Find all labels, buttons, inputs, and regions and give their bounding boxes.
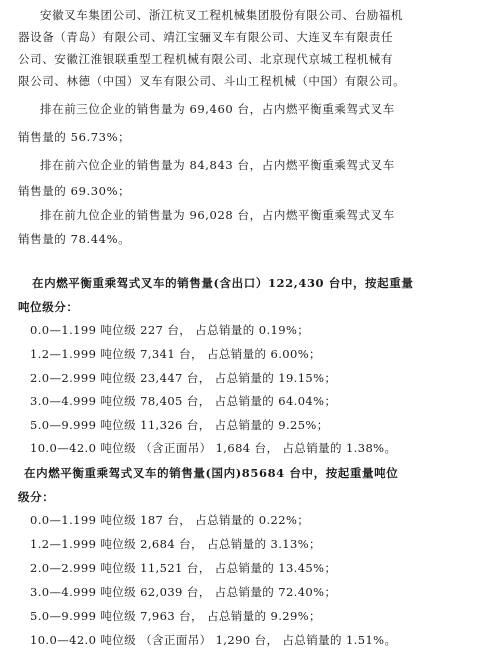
section-total-heading-line-1: 在内燃平衡重乘驾式叉车的销售量(含出口）122,430 台中，按起重量: [32, 276, 414, 290]
section-total-item: 10.0—42.0 吨位级 （含正面吊） 1,684 台， 占总销量的 1.38%。: [30, 441, 397, 455]
section-total-item: 2.0—2.999 吨位级 23,447 台， 占总销量的 19.15%；: [30, 371, 337, 385]
intro-line-4: 限公司、林德（中国）叉车有限公司、斗山工程机械（中国）有限公司。: [18, 74, 406, 88]
section-domestic-item: 2.0—2.999 吨位级 11,521 台， 占总销量的 13.45%；: [30, 561, 337, 575]
intro-line-1: 安徽叉车集团公司、浙江杭叉工程机械集团股份有限公司、台励福机: [40, 8, 403, 22]
intro-line-3: 公司、安徽江淮银联重型工程机械有限公司、北京现代京城工程机械有: [18, 52, 394, 66]
section-domestic-item: 3.0—4.999 吨位级 62,039 台， 占总销量的 72.40%；: [30, 585, 337, 599]
section-domestic-item: 10.0—42.0 吨位级 （含正面吊） 1,290 台， 占总销量的 1.51%。: [30, 633, 397, 647]
section-domestic-heading-line-2: 级分：: [18, 490, 55, 504]
top3-line-2: 销售量的 56.73%；: [18, 130, 131, 144]
section-domestic-heading-line-1: 在内燃平衡重乘驾式叉车的销售量(国内)85684 台中，按起重量吨位: [24, 466, 399, 480]
section-total-heading-line-2: 吨位级分：: [18, 300, 79, 314]
top6-line-1: 排在前六位企业的销售量为 84,843 台，占内燃平衡重乘驾式叉车: [40, 158, 395, 172]
section-total-item: 3.0—4.999 吨位级 78,405 台， 占总销量的 64.04%；: [30, 394, 337, 408]
section-domestic-item: 0.0—1.199 吨位级 187 台， 占总销量的 0.22%；: [30, 513, 310, 527]
top9-line-2: 销售量的 78.44%。: [18, 232, 131, 246]
top3-line-1: 排在前三位企业的销售量为 69,460 台，占内燃平衡重乘驾式叉车: [40, 102, 395, 116]
section-domestic-item: 1.2—1.999 吨位级 2,684 台， 占总销量的 3.13%；: [30, 537, 321, 551]
section-domestic-item: 5.0—9.999 吨位级 7,963 台， 占总销量的 9.29%；: [30, 609, 321, 623]
top6-line-2: 销售量的 69.30%；: [18, 184, 131, 198]
section-total-item: 5.0—9.999 吨位级 11,326 台， 占总销量的 9.25%；: [30, 418, 329, 432]
section-total-item: 1.2—1.999 吨位级 7,341 台， 占总销量的 6.00%；: [30, 347, 321, 361]
intro-line-2: 器设备（青岛）有限公司、靖江宝骊叉车有限公司、大连叉车有限责任: [18, 30, 394, 44]
top9-line-1: 排在前九位企业的销售量为 96,028 台，占内燃平衡重乘驾式叉车: [40, 208, 395, 222]
section-total-item: 0.0—1.199 吨位级 227 台， 占总销量的 0.19%；: [30, 323, 310, 337]
